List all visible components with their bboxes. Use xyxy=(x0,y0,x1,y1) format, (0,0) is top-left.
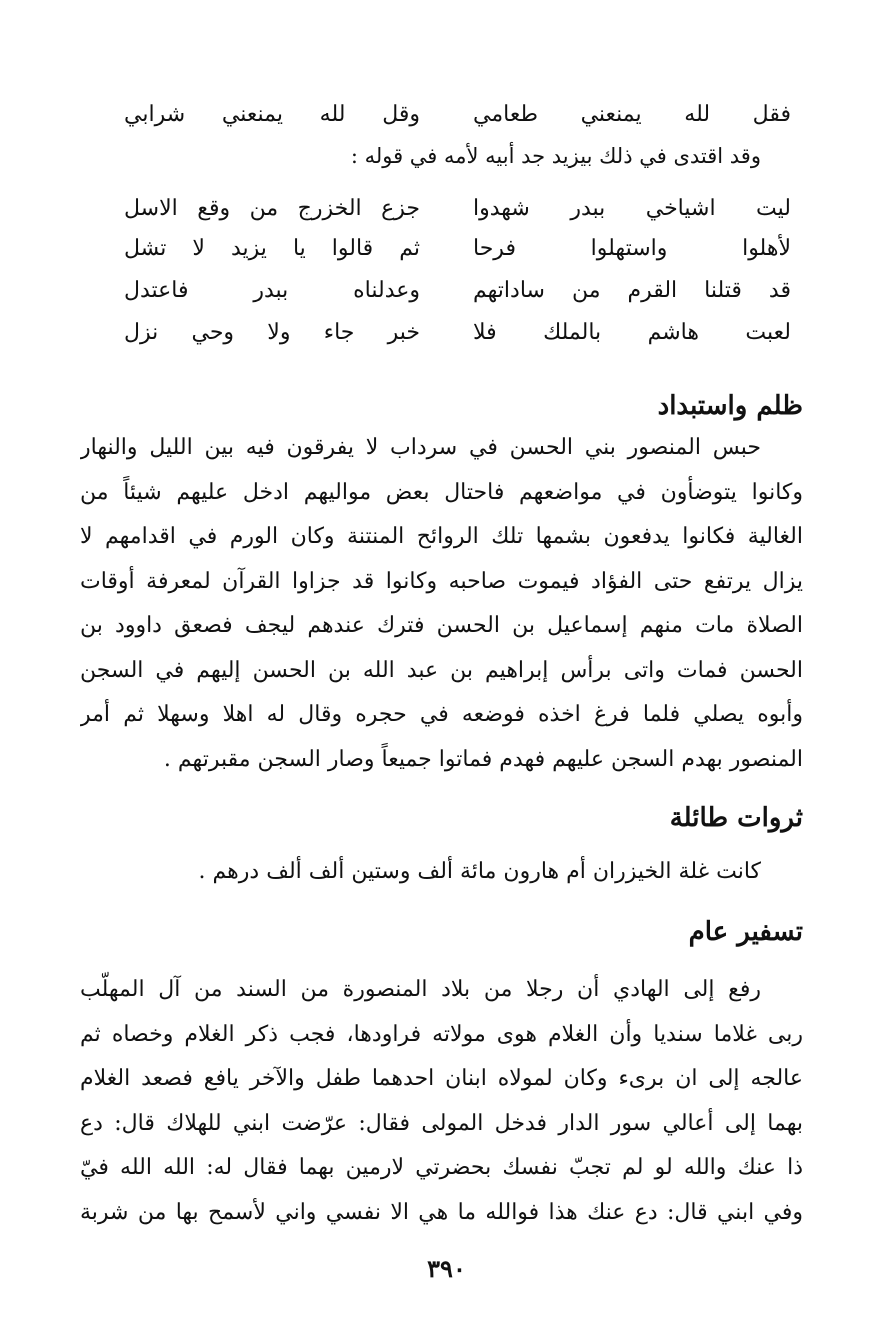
verse-first-hemistich: فقل لله يمنعني طعامي xyxy=(473,102,791,127)
section-paragraph xyxy=(80,426,803,782)
verse-second-hemistich: وقل لله يمنعني شرابي xyxy=(124,102,420,127)
paragraph-line: بهما إلى أعالي سور الدار فدخل المولى فقال: عرّضت ابني للهلاك قال: دع xyxy=(80,1110,803,1136)
verse-second-hemistich: جزع الخزرج من وقع الاسل xyxy=(124,196,420,221)
paragraph-line: الغالية فكانوا يدفعون بشمها تلك الروائح المنتنة وكان الورم في اقدامهم لا xyxy=(80,524,803,549)
paragraph-line: الحسن فمات واتى برأس إبراهيم بن عبد الله بن الحسن إليهم في السجن xyxy=(80,657,803,683)
verse-first-hemistich: ليت اشياخي ببدر شهدوا xyxy=(473,196,791,221)
poem-verse xyxy=(80,232,803,266)
paragraph-line: عالجه إلى ان برىء وكان لمولاه ابنان احدهما طفل والآخر يافع فصعد الغلام xyxy=(80,1066,803,1091)
section-heading: ظلم واستبداد xyxy=(657,391,803,421)
paragraph-line: حبس المنصور بني الحسن في سرداب لا يفرقون فيه بين الليل والنهار xyxy=(80,435,761,460)
book-page xyxy=(80,0,803,1334)
paragraph-line: يزال يرتفع حتى الفؤاد فيموت صاحبه وكانوا قد جزاوا القرآن لمعرفة أوقات xyxy=(80,568,803,594)
poem-intro: وقد اقتدى في ذلك بيزيد جد أبيه لأمه في قوله : xyxy=(350,144,761,168)
poem-verse xyxy=(80,274,803,308)
section-paragraph xyxy=(80,968,803,1235)
paragraph-line: ذا عنك والله لو لم تجبّ نفسك بحضرتي لارمين بهما فقال له: الله الله فيّ xyxy=(80,1155,803,1180)
paragraph-line: رفع إلى الهادي أن رجلا من بلاد المنصورة من السند من آل المهلّب xyxy=(80,977,761,1002)
paragraph-line: وأبوه يصلي فلما فرغ اخذه فوضعه في حجره وقال له اهلا وسهلا ثم أمر xyxy=(80,702,803,727)
verse-first-hemistich: لأهلوا واستهلوا فرحا xyxy=(473,236,791,261)
section-heading: ثروات طائلة xyxy=(669,803,803,833)
verse-first-hemistich: لعبت هاشم بالملك فلا xyxy=(473,320,791,345)
paragraph-line: وكانوا يتوضأون في مواضعهم فاحتال بعض مواليهم ادخل عليهم شيئاً من xyxy=(80,479,803,505)
paragraph-line: ربى غلاما سنديا وأن الغلام هوى مولاته فراودها، فجب ذكر الغلام وخصاه ثم xyxy=(80,1021,803,1047)
verse-second-hemistich: ثم قالوا يا يزيد لا تشل xyxy=(124,236,420,261)
verse-second-hemistich: وعدلناه ببدر فاعتدل xyxy=(124,278,420,303)
poem-verse xyxy=(80,316,803,350)
section-paragraph: كانت غلة الخيزران أم هارون مائة ألف وستين ألف ألف درهم . xyxy=(198,859,761,884)
verse-first-hemistich: قد قتلنا القرم من ساداتهم xyxy=(473,278,791,303)
paragraph-line: وفي ابني قال: دع عنك هذا فوالله ما هي الا نفسي واني لأسمح بها من شربة xyxy=(80,1199,803,1225)
poem-verse xyxy=(80,192,803,226)
verse-second-hemistich: خبر جاء ولا وحي نزل xyxy=(124,320,420,345)
paragraph-line: الصلاة مات منهم إسماعيل بن الحسن فترك عندهم ليجف فصعق داوود بن xyxy=(80,613,803,638)
section-heading: تسفير عام xyxy=(688,917,803,947)
paragraph-line: المنصور بهدم السجن عليهم فهدم فماتوا جميعاً وصار السجن مقبرتهم . xyxy=(163,746,803,772)
page-number: ٣٩٠ xyxy=(427,1254,466,1283)
top-verse xyxy=(80,98,803,132)
